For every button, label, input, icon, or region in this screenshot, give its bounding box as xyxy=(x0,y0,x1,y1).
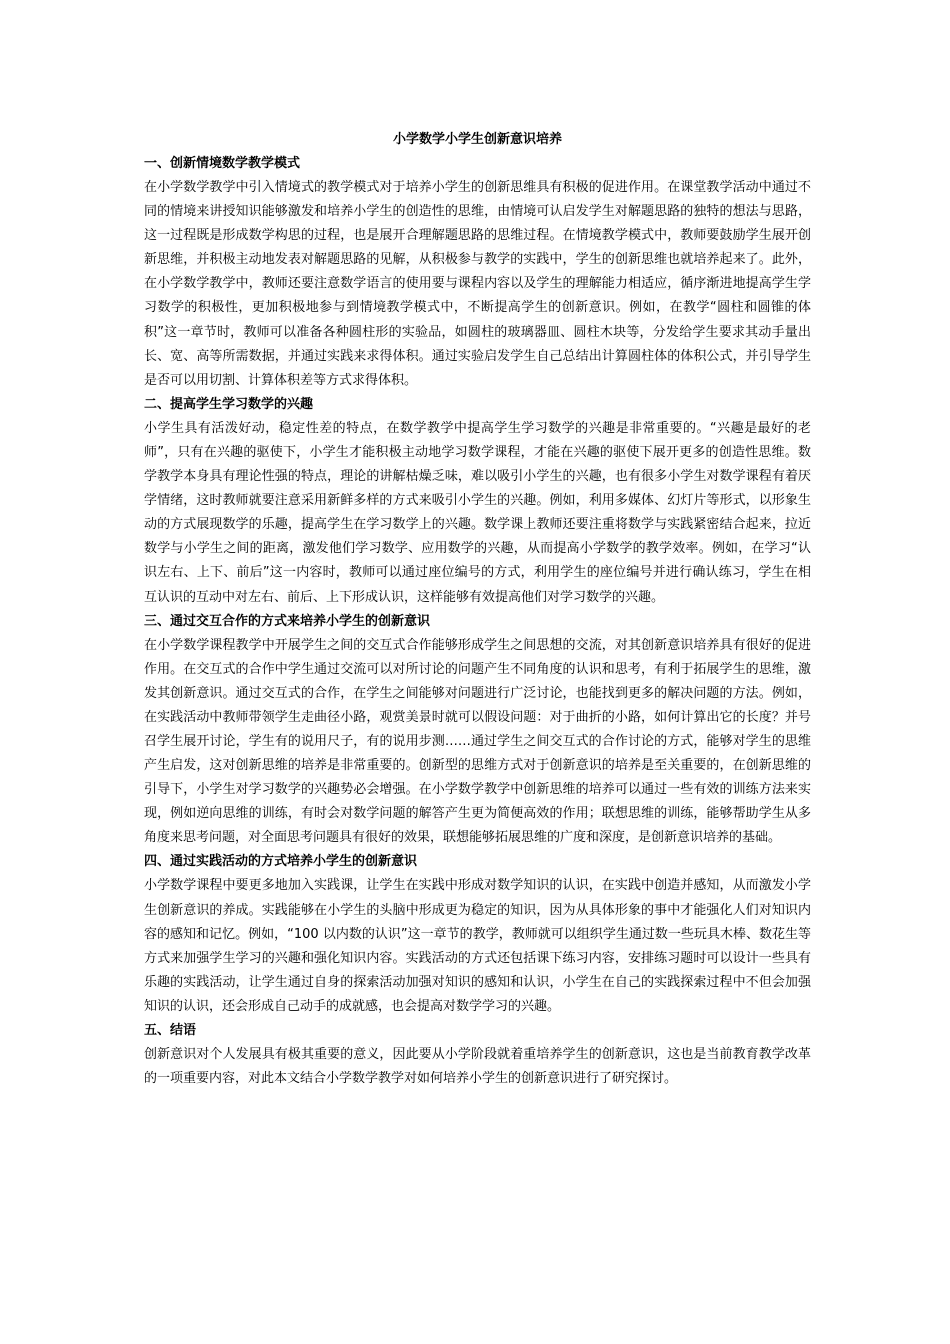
section-heading: 四、通过实践活动的方式培养小学生的创新意识 xyxy=(144,854,418,870)
section-5 xyxy=(144,1019,811,1091)
document-page xyxy=(144,128,811,1091)
section-paragraph: 小学生具有活泼好动，稳定性差的特点，在数学教学中提高学生学习数学的兴趣是非常重要的。“兴趣是最好的老师”，只有在兴趣的驱使下，小学生才能积极主动地学习数学课程，才能在兴趣的驱使下展开更多的创造性思维。数学教学本身具有理论性强的特点，理论的讲解枯燥乏味，难以吸引小学生的兴趣，也有很多小学生对数学课程有着厌学情绪，这时教师就要注意采用新鲜多样的方式来吸引小学生的兴趣。例如，利用多媒体、幻灯片等形式，以形象生动的方式展现数学的乐趣，提高学生在学习数学上的兴趣。数学课上教师还要注重将数学与实践紧密结合起来，拉近数学与小学生之间的距离，激发他们学习数学、应用数学的兴趣，从而提高小学数学的教学效率。例如，在学习“认识左右、上下、前后”这一内容时，教师可以通过座位编号的方式，利用学生的座位编号并进行确认练习，学生在相互认识的互动中对左右、前后、上下形成认识，这样能够有效提高他们对学习数学的兴趣。 xyxy=(144,420,811,605)
section-2 xyxy=(144,393,811,610)
section-paragraph: 在小学数学课程教学中开展学生之间的交互式合作能够形成学生之间思想的交流，对其创新意识培养具有很好的促进作用。在交互式的合作中学生通过交流可以对所讨论的问题产生不同角度的认识和思考，有利于拓展学生的思维，激发其创新意识。通过交互式的合作，在学生之间能够对问题进行广泛讨论，也能找到更多的解决问题的方法。例如，在实践活动中教师带领学生走曲径小路，观赏美景时就可以假设问题：对于曲折的小路，如何计算出它的长度？并号召学生展开讨论，学生有的说用尺子，有的说用步测……通过学生之间交互式的合作讨论的方式，能够对学生的思维产生启发，这对创新思维的培养是非常重要的。创新型的思维方式对于创新意识的培养是至关重要的，在创新思维的引导下，小学生对学习数学的兴趣势必会增强。在小学数学教学中创新思维的培养可以通过一些有效的训练方法来实现，例如逆向思维的训练，有时会对数学问题的解答产生更为简便高效的作用；联想思维的训练，能够帮助学生从多角度来思考问题，对全面思考问题具有很好的效果，联想能够拓展思维的广度和深度，是创新意识培养的基础。 xyxy=(144,637,811,846)
section-3 xyxy=(144,610,811,851)
section-paragraph: 创新意识对个人发展具有极其重要的意义，因此要从小学阶段就着重培养学生的创新意识，这也是当前教育教学改革的一项重要内容，对此本文结合小学数学教学对如何培养小学生的创新意识进行了研究探讨。 xyxy=(144,1047,811,1087)
section-paragraph: 在小学数学教学中引入情境式的教学模式对于培养小学生的创新思维具有积极的促进作用。在课堂教学活动中通过不同的情境来讲授知识能够激发和培养小学生的创造性的思维，由情境可认启发学生对解题思路的独特的想法与思路，这一过程既是形成数学构思的过程，也是展开合理解题思路的思维过程。在情境教学模式中，教师要鼓励学生展开创新思维，并积极主动地发表对解题思路的见解，从积极参与教学的实践中，学生的创新思维也就培养起来了。此外，在小学数学教学中，教师还要注意数学语言的使用要与课程内容以及学生的理解能力相适应，循序渐进地提高学生学习数学的积极性，更加积极地参与到情境教学模式中，不断提高学生的创新意识。例如，在教学“圆柱和圆锥的体积”这一章节时，教师可以准备各种圆柱形的实验品，如圆柱的玻璃器皿、圆柱木块等，分发给学生要求其动手量出长、宽、高等所需数据，并通过实践来求得体积。通过实验启发学生自己总结出计算圆柱体的体积公式，并引导学生是否可以用切割、计算体积差等方式求得体积。 xyxy=(144,180,811,388)
section-heading: 二、提高学生学习数学的兴趣 xyxy=(144,396,314,412)
section-heading: 三、通过交互合作的方式来培养小学生的创新意识 xyxy=(144,613,431,629)
section-heading: 五、结语 xyxy=(144,1023,197,1038)
document-title: 小学数学小学生创新意识培养 xyxy=(392,132,562,147)
section-1 xyxy=(144,152,811,393)
section-heading: 一、创新情境数学教学模式 xyxy=(144,156,301,171)
section-4 xyxy=(144,850,811,1019)
section-paragraph: 小学数学课程中要更多地加入实践课，让学生在实践中形成对数学知识的认识，在实践中创造并感知，从而激发小学生创新意识的养成。实践能够在小学生的头脑中形成更为稳定的知识，因为从具体形象的事中才能强化人们对知识内容的感知和记忆。例如，“100 以内数的认识”这一章节的教学，教师就可以组织学生通过数一些玩具木棒、数花生等方式来加强学生学习的兴趣和强化知识内容。实践活动的方式还包括课下练习内容，安排练习题时可以设计一些具有乐趣的实践活动，让学生通过自身的探索活动加强对知识的感知和认识，小学生在自己的实践探索过程中不但会加强知识的认识，还会形成自己动手的成就感，也会提高对数学学习的兴趣。 xyxy=(144,878,811,1014)
